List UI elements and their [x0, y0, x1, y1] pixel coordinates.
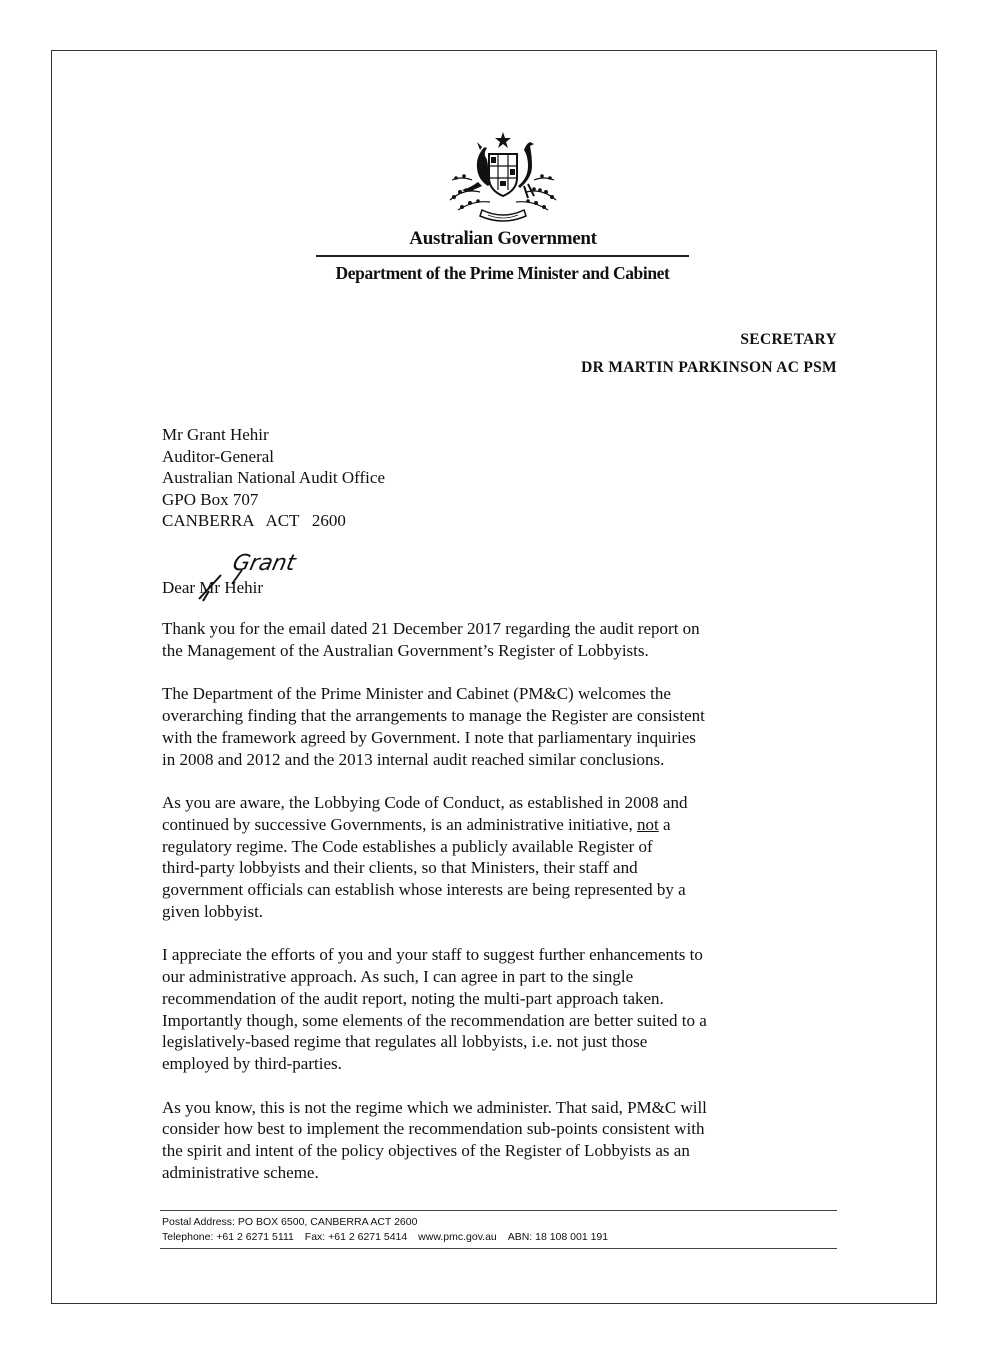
body-line: with the framework agreed by Government. I note that parliamentary inquiries — [162, 727, 696, 747]
body-line: The Department of the Prime Minister and Cabinet (PM&C) welcomes the — [162, 684, 671, 704]
sender-name: DR MARTIN PARKINSON AC PSM — [581, 359, 837, 376]
paragraph-5 — [162, 1097, 842, 1184]
body-line: in 2008 and 2012 and the 2013 internal audit reached similar conclusions. — [162, 749, 665, 769]
body-line: consider how best to implement the recommendation sub-points consistent with — [162, 1119, 705, 1139]
salutation-greeting: Dear — [162, 578, 196, 597]
body-line: As you are aware, the Lobbying Code of Conduct, as established in 2008 and — [162, 793, 688, 813]
body-line: Importantly though, some elements of the recommendation are better suited to a — [162, 1010, 707, 1030]
body-line: third-party lobbyists and their clients, so that Ministers, their staff and — [162, 858, 638, 878]
paragraph-4 — [162, 944, 842, 1074]
footer-postal-address: Postal Address: PO BOX 6500, CANBERRA ACT 2600 — [162, 1216, 418, 1228]
recipient-address — [162, 424, 385, 532]
body-line: administrative scheme. — [162, 1162, 319, 1182]
footer-telephone: Telephone: +61 2 6271 5111 — [162, 1231, 294, 1243]
struck-title-text: Mr — [199, 578, 221, 597]
letter-body — [162, 618, 842, 1205]
body-line: overarching finding that the arrangements to manage the Register are consistent — [162, 706, 705, 726]
address-line: CANBERRA ACT 2600 — [162, 511, 346, 530]
struck-title — [199, 577, 220, 598]
footer-abn: ABN: 18 108 001 191 — [507, 1231, 609, 1243]
body-line: I appreciate the efforts of you and your staff to suggest further enhancements to — [162, 945, 703, 965]
body-line: As you know, this is not the regime which we administer. That said, PM&C will — [162, 1097, 707, 1117]
strikethrough-mark-icon — [197, 573, 225, 603]
body-line: recommendation of the audit report, noting the multi-part approach taken. — [162, 988, 664, 1008]
body-line: regulatory regime. The Code establishes a publicly available Register of — [162, 836, 653, 856]
salutation — [162, 577, 263, 598]
handwritten-name-text: Grant — [230, 550, 298, 576]
address-line: Auditor-General — [162, 446, 275, 466]
sender-title: SECRETARY — [740, 331, 837, 348]
letterhead-divider — [316, 255, 689, 257]
footer-fax: Fax: +61 2 6271 5414 — [304, 1231, 408, 1243]
address-line: Mr Grant Hehir — [162, 425, 269, 444]
body-line — [162, 814, 842, 836]
paragraph-3 — [162, 792, 842, 922]
footer-divider-bottom — [160, 1248, 837, 1249]
footer-divider-top — [160, 1210, 837, 1211]
footer-website-link[interactable]: www.pmc.gov.au — [418, 1231, 497, 1243]
body-line: our administrative approach. As such, I can agree in part to the single — [162, 967, 634, 987]
address-line: GPO Box 707 — [162, 489, 259, 509]
government-name: Australian Government — [409, 228, 597, 249]
salutation-surname: Hehir — [224, 578, 264, 597]
emphasis-not: not — [636, 814, 659, 834]
paragraph-1 — [162, 618, 842, 661]
paragraph-2 — [162, 683, 842, 770]
body-line: government officials can establish whose interests are being represented by a — [162, 880, 686, 900]
body-line: employed by third-parties. — [162, 1053, 342, 1073]
body-line: the spirit and intent of the policy objectives of the Register of Lobbyists as an — [162, 1141, 690, 1161]
australian-coat-of-arms-icon — [444, 130, 562, 226]
body-line: legislatively-based regime that regulates all lobbyists, i.e. not just those — [162, 1032, 648, 1052]
address-line: Australian National Audit Office — [162, 468, 385, 487]
footer-contact-line — [162, 1231, 608, 1243]
body-text-segment: a — [658, 814, 671, 834]
body-text-segment: continued by successive Governments, is an administrative initiative, — [162, 814, 637, 834]
body-line: the Management of the Australian Government’s Register of Lobbyists. — [162, 640, 649, 660]
body-line: given lobbyist. — [162, 901, 264, 921]
body-line: Thank you for the email dated 21 December 2017 regarding the audit report on — [162, 619, 700, 638]
department-name: Department of the Prime Minister and Cabinet — [335, 263, 670, 283]
